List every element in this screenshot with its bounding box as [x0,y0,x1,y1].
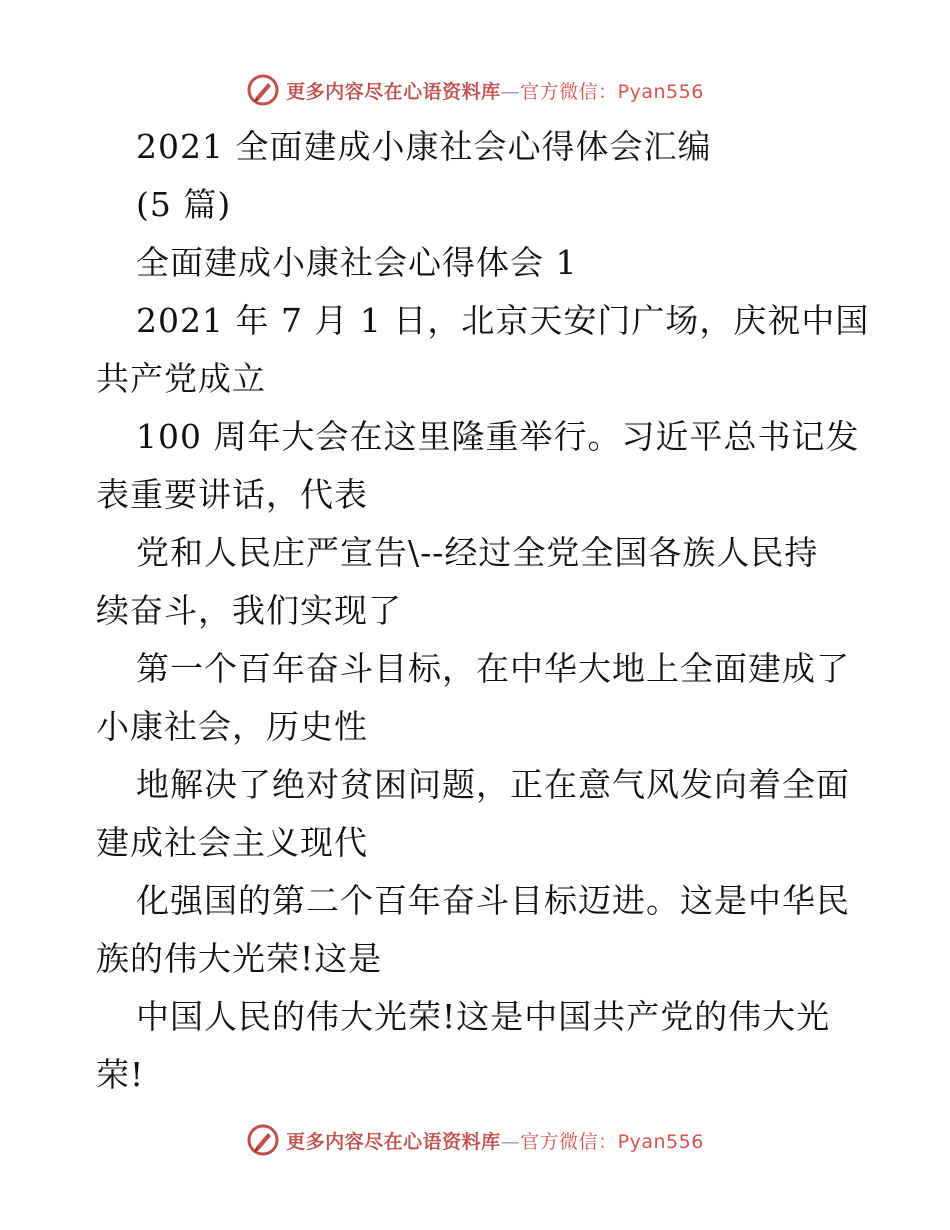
document-body [96,118,870,1104]
paragraph-line: 第一个百年奋斗目标，在中华大地上全面建成了 [136,649,850,688]
banner-lead-text: 更多内容尽在心语资料库 [286,80,501,103]
paragraph-line: 荣! [96,1055,145,1094]
paragraph-line: 小康社会，历史性 [96,707,368,746]
paragraph-line: 化强国的第二个百年奋斗目标迈进。这是中华民 [136,881,850,920]
section-heading: 全面建成小康社会心得体会 1 [136,243,578,282]
paragraph-line: 表重要讲话，代表 [96,475,368,514]
pen-logo-icon [246,73,280,107]
document-title-count: (5 篇) [136,185,232,224]
paragraph-line: 100 周年大会在这里隆重举行。习近平总书记发 [136,417,860,456]
paragraph-line: 中国人民的伟大光荣!这是中国共产党的伟大光 [136,997,831,1036]
banner-dash: — [500,1130,521,1153]
banner-lead-text: 更多内容尽在心语资料库 [286,1130,501,1153]
paragraph-line: 党和人民庄严宣告\--经过全党全国各族人民持 [136,533,819,572]
header-watermark-banner [0,70,950,110]
banner-text [286,77,704,104]
banner-wechat-text: 官方微信：Pyan556 [520,1130,704,1153]
paragraph-line: 建成社会主义现代 [96,823,368,862]
banner-wechat-text: 官方微信：Pyan556 [520,80,704,103]
document-title: 2021 全面建成小康社会心得体会汇编 [136,127,712,166]
banner-dash: — [500,80,521,103]
paragraph-line: 续奋斗，我们实现了 [96,591,402,630]
banner-text [286,1127,704,1154]
footer-watermark-banner [0,1120,950,1160]
paragraph-line: 2021 年 7 月 1 日，北京天安门广场，庆祝中国 [136,301,870,340]
paragraph-line: 地解决了绝对贫困问题，正在意气风发向着全面 [136,765,850,804]
pen-logo-icon [246,1123,280,1157]
paragraph-line: 族的伟大光荣!这是 [96,939,383,978]
paragraph-line: 共产党成立 [96,359,266,398]
